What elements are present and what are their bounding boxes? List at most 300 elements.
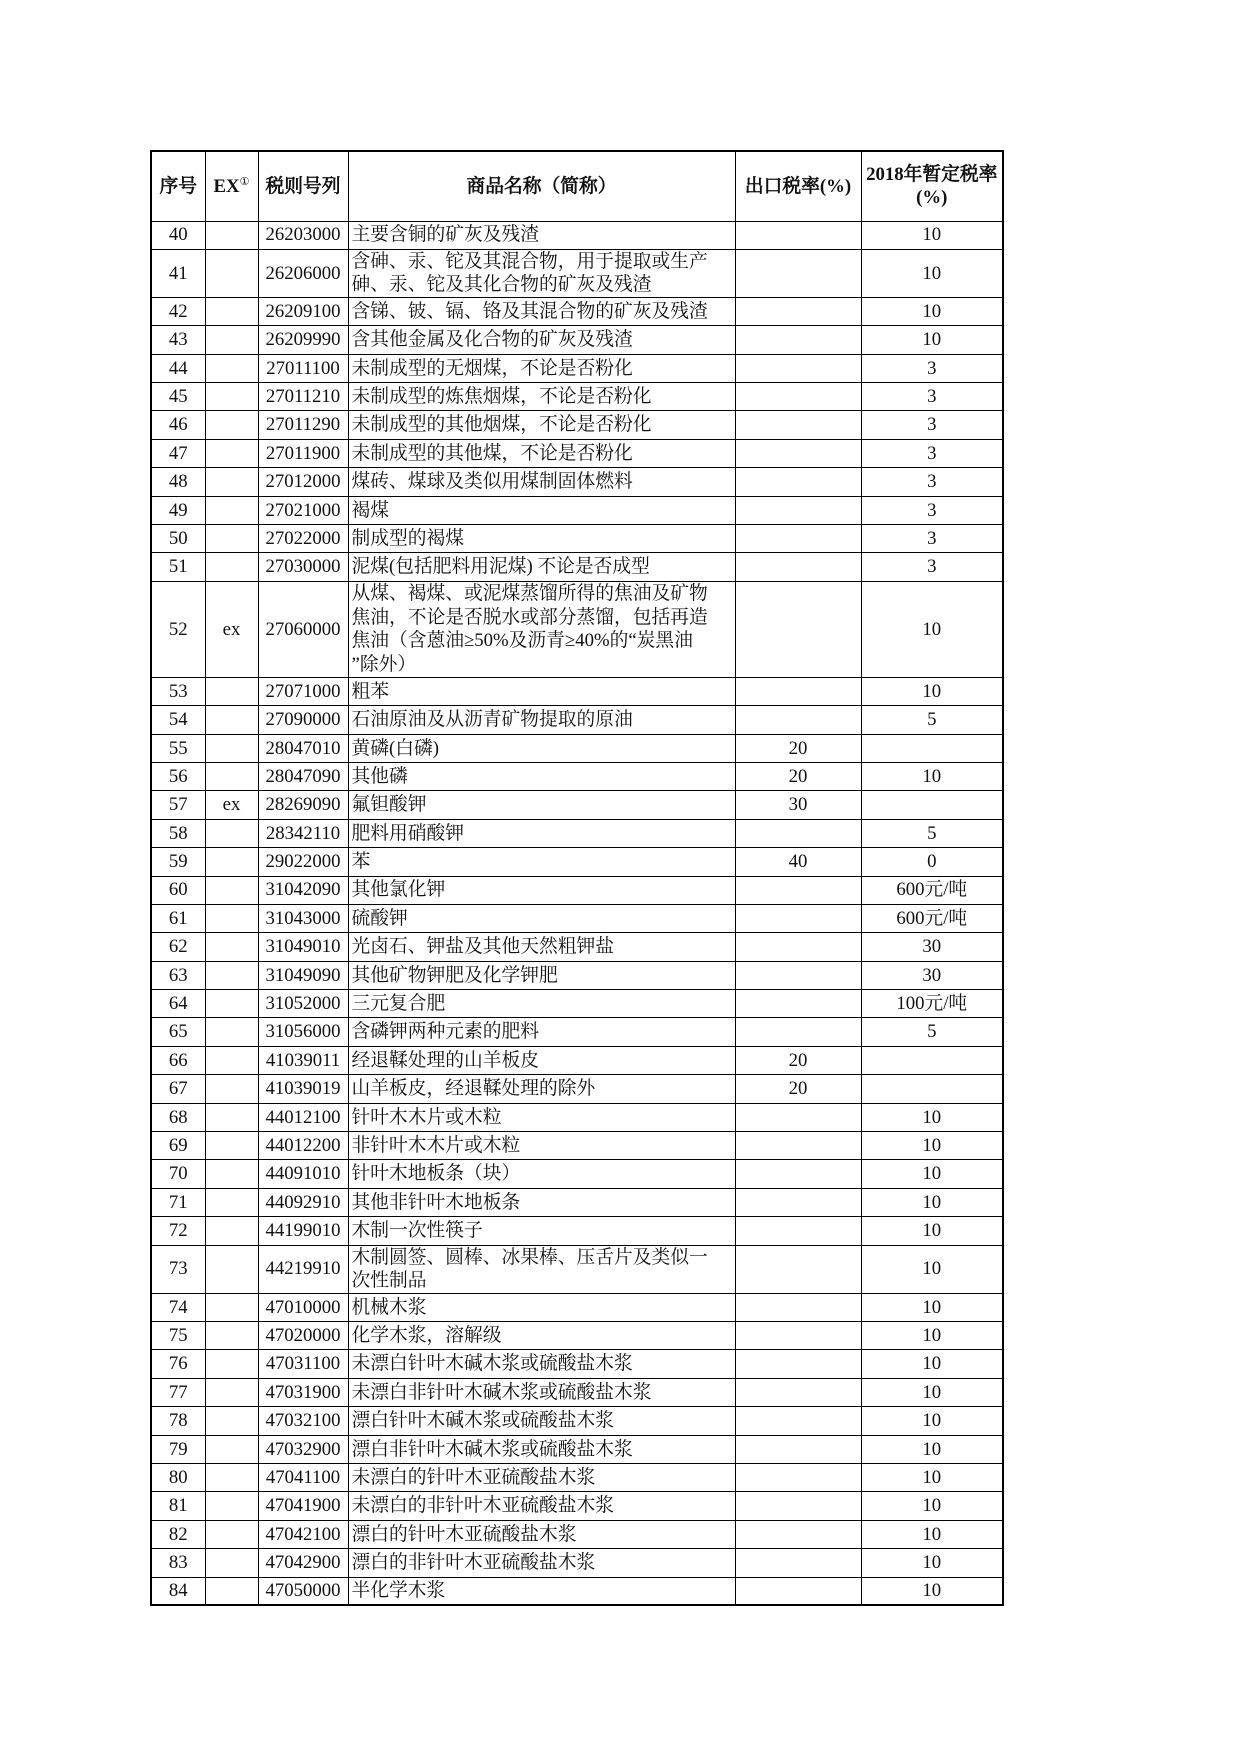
cell-product-name: [348, 525, 735, 553]
cell-product-name: [348, 383, 735, 411]
cell-seq: 54: [151, 706, 205, 734]
cell-export-rate: 20: [735, 734, 861, 762]
cell-tariff-code: 31049090: [258, 961, 348, 989]
product-name-line: 机械木浆: [351, 1296, 427, 1318]
cell-export-rate: [735, 1350, 861, 1378]
table-row: [151, 1577, 1003, 1605]
cell-provisional-rate: 3: [861, 354, 1003, 382]
cell-provisional-rate: 10: [861, 1378, 1003, 1406]
cell-seq: 83: [151, 1549, 205, 1577]
cell-seq: 74: [151, 1293, 205, 1321]
cell-product-name: [348, 677, 735, 705]
cell-tariff-code: 47032900: [258, 1435, 348, 1463]
cell-provisional-rate: 10: [861, 1322, 1003, 1350]
cell-product-name: [348, 1245, 735, 1293]
table-row: [151, 791, 1003, 819]
table-row: [151, 1160, 1003, 1188]
cell-ex: [205, 1463, 258, 1491]
cell-ex: [205, 1492, 258, 1520]
cell-export-rate: [735, 439, 861, 467]
cell-ex: [205, 1217, 258, 1245]
cell-export-rate: [735, 819, 861, 847]
cell-provisional-rate: 30: [861, 933, 1003, 961]
table-body: [151, 221, 1003, 1605]
cell-provisional-rate: 3: [861, 439, 1003, 467]
table-row: [151, 1549, 1003, 1577]
cell-product-name: [348, 1350, 735, 1378]
product-name-line: ”除外）: [351, 653, 417, 675]
cell-seq: 44: [151, 354, 205, 382]
cell-product-name: [348, 734, 735, 762]
cell-seq: 57: [151, 791, 205, 819]
cell-ex: [205, 249, 258, 297]
cell-product-name: [348, 297, 735, 325]
cell-export-rate: [735, 1435, 861, 1463]
product-name-line: 未漂白针叶木碱木浆或硫酸盐木浆: [351, 1353, 633, 1375]
cell-ex: [205, 677, 258, 705]
cell-tariff-code: 47042100: [258, 1520, 348, 1548]
cell-seq: 43: [151, 326, 205, 354]
table-row: [151, 819, 1003, 847]
table-row: [151, 297, 1003, 325]
cell-tariff-code: 27011210: [258, 383, 348, 411]
cell-ex: [205, 1435, 258, 1463]
product-name-line: 半化学木浆: [351, 1580, 446, 1602]
cell-ex: [205, 1293, 258, 1321]
product-name-line: 泥煤(包括肥料用泥煤) 不论是否成型: [351, 556, 650, 578]
table-row: [151, 848, 1003, 876]
cell-ex: [205, 326, 258, 354]
product-name-line: 漂白的非针叶木亚硫酸盐木浆: [351, 1552, 596, 1574]
cell-tariff-code: 47032100: [258, 1407, 348, 1435]
cell-export-rate: 30: [735, 791, 861, 819]
cell-export-rate: [735, 383, 861, 411]
table-row: [151, 354, 1003, 382]
cell-seq: 52: [151, 581, 205, 677]
product-name-line: 针叶木木片或木粒: [351, 1106, 502, 1128]
cell-ex: [205, 354, 258, 382]
product-name-line: 砷、汞、铊及其化合物的矿灰及残渣: [351, 274, 652, 296]
table-row: [151, 1188, 1003, 1216]
cell-export-rate: [735, 553, 861, 581]
cell-provisional-rate: [861, 1046, 1003, 1074]
product-name-line: 粗苯: [351, 680, 389, 702]
table-row: [151, 326, 1003, 354]
cell-product-name: [348, 1407, 735, 1435]
cell-seq: 76: [151, 1350, 205, 1378]
cell-tariff-code: 27011100: [258, 354, 348, 382]
cell-tariff-code: 44012100: [258, 1103, 348, 1131]
cell-ex: [205, 496, 258, 524]
cell-ex: [205, 1245, 258, 1293]
cell-seq: 40: [151, 221, 205, 249]
table-row: [151, 439, 1003, 467]
cell-export-rate: [735, 1188, 861, 1216]
cell-provisional-rate: 10: [861, 677, 1003, 705]
table-row: [151, 249, 1003, 297]
cell-product-name: [348, 553, 735, 581]
table-row: [151, 525, 1003, 553]
product-name-line: 漂白的针叶木亚硫酸盐木浆: [351, 1523, 577, 1545]
cell-export-rate: [735, 1217, 861, 1245]
cell-seq: 82: [151, 1520, 205, 1548]
cell-ex: [205, 706, 258, 734]
cell-seq: 66: [151, 1046, 205, 1074]
cell-product-name: [348, 1160, 735, 1188]
product-name-line: 未漂白非针叶木碱木浆或硫酸盐木浆: [351, 1381, 652, 1403]
cell-provisional-rate: 100元/吨: [861, 990, 1003, 1018]
cell-tariff-code: 31043000: [258, 904, 348, 932]
cell-product-name: [348, 581, 735, 677]
table-row: [151, 734, 1003, 762]
cell-seq: 46: [151, 411, 205, 439]
product-name-line: 含锑、铍、镉、铬及其混合物的矿灰及残渣: [351, 300, 708, 322]
cell-ex: [205, 876, 258, 904]
cell-tariff-code: 28342110: [258, 819, 348, 847]
cell-provisional-rate: 10: [861, 297, 1003, 325]
cell-provisional-rate: 10: [861, 1132, 1003, 1160]
cell-tariff-code: 41039011: [258, 1046, 348, 1074]
tariff-table: [150, 150, 1004, 1606]
cell-provisional-rate: 10: [861, 1492, 1003, 1520]
cell-provisional-rate: 10: [861, 1103, 1003, 1131]
table-row: [151, 706, 1003, 734]
cell-ex: [205, 439, 258, 467]
cell-seq: 62: [151, 933, 205, 961]
cell-ex: [205, 990, 258, 1018]
header-export-rate: 出口税率(%): [735, 151, 861, 221]
cell-product-name: [348, 1322, 735, 1350]
cell-tariff-code: 41039019: [258, 1075, 348, 1103]
product-name-line: 煤砖、煤球及类似用煤制固体燃料: [351, 471, 633, 493]
cell-ex: [205, 221, 258, 249]
cell-seq: 64: [151, 990, 205, 1018]
product-name-line: 焦油，不论是否脱水或部分蒸馏，包括再造: [351, 606, 708, 628]
product-name-line: 未制成型的炼焦烟煤，不论是否粉化: [351, 386, 652, 407]
cell-tariff-code: 29022000: [258, 848, 348, 876]
cell-export-rate: [735, 326, 861, 354]
cell-ex: [205, 1188, 258, 1216]
cell-product-name: [348, 961, 735, 989]
cell-export-rate: [735, 677, 861, 705]
product-name-line: 褐煤: [351, 499, 389, 521]
header-provisional-rate-unit: (%): [916, 187, 948, 209]
cell-provisional-rate: 3: [861, 553, 1003, 581]
cell-tariff-code: 28047010: [258, 734, 348, 762]
product-name-line: 其他氯化钾: [351, 879, 446, 901]
cell-product-name: [348, 221, 735, 249]
cell-tariff-code: 27060000: [258, 581, 348, 677]
cell-seq: 41: [151, 249, 205, 297]
cell-provisional-rate: 10: [861, 1520, 1003, 1548]
cell-tariff-code: 27071000: [258, 677, 348, 705]
cell-export-rate: [735, 933, 861, 961]
cell-seq: 58: [151, 819, 205, 847]
cell-product-name: [348, 904, 735, 932]
cell-seq: 53: [151, 677, 205, 705]
product-name-line: 氟钽酸钾: [351, 794, 427, 816]
product-name-line: 未漂白的针叶木亚硫酸盐木浆: [351, 1466, 596, 1488]
cell-export-rate: [735, 706, 861, 734]
table-row: [151, 762, 1003, 790]
cell-provisional-rate: 10: [861, 1188, 1003, 1216]
product-name-line: 肥料用硝酸钾: [351, 822, 464, 844]
cell-export-rate: [735, 411, 861, 439]
cell-ex: [205, 553, 258, 581]
cell-provisional-rate: 3: [861, 496, 1003, 524]
cell-export-rate: [735, 961, 861, 989]
table-row: [151, 904, 1003, 932]
cell-provisional-rate: [861, 734, 1003, 762]
cell-ex: [205, 1132, 258, 1160]
cell-provisional-rate: 10: [861, 1577, 1003, 1605]
cell-export-rate: [735, 581, 861, 677]
cell-export-rate: 20: [735, 762, 861, 790]
cell-ex: ex: [205, 581, 258, 677]
cell-tariff-code: 27090000: [258, 706, 348, 734]
cell-export-rate: [735, 468, 861, 496]
cell-ex: [205, 961, 258, 989]
header-product-name: 商品名称（简称）: [348, 151, 735, 221]
product-name-line: 主要含铜的矿灰及残渣: [351, 224, 539, 246]
cell-seq: 67: [151, 1075, 205, 1103]
table-row: [151, 468, 1003, 496]
table-row: [151, 411, 1003, 439]
cell-tariff-code: 26209990: [258, 326, 348, 354]
product-name-line: 制成型的褐煤: [351, 527, 464, 549]
product-name-line: 焦油（含蒽油≥50%及沥青≥40%的“炭黑油: [351, 630, 693, 652]
cell-product-name: [348, 848, 735, 876]
cell-product-name: [348, 1132, 735, 1160]
cell-export-rate: [735, 354, 861, 382]
cell-provisional-rate: 10: [861, 1549, 1003, 1577]
cell-export-rate: [735, 1245, 861, 1293]
cell-product-name: [348, 706, 735, 734]
cell-export-rate: [735, 1378, 861, 1406]
product-name-line: 山羊板皮，经退鞣处理的除外: [351, 1078, 596, 1100]
cell-seq: 49: [151, 496, 205, 524]
cell-export-rate: [735, 1160, 861, 1188]
cell-ex: [205, 762, 258, 790]
cell-ex: [205, 1407, 258, 1435]
product-name-line: 苯: [351, 851, 371, 873]
cell-product-name: [348, 762, 735, 790]
cell-product-name: [348, 1492, 735, 1520]
cell-product-name: [348, 468, 735, 496]
cell-seq: 69: [151, 1132, 205, 1160]
table-header: [151, 151, 1003, 221]
table-row: [151, 1217, 1003, 1245]
cell-seq: 71: [151, 1188, 205, 1216]
header-row: [151, 151, 1003, 221]
cell-tariff-code: 27021000: [258, 496, 348, 524]
product-name-line: 漂白针叶木碱木浆或硫酸盐木浆: [351, 1410, 614, 1432]
product-name-line: 硫酸钾: [351, 907, 408, 929]
table-row: [151, 1075, 1003, 1103]
table-row: [151, 961, 1003, 989]
cell-provisional-rate: 5: [861, 1018, 1003, 1046]
table-row: [151, 990, 1003, 1018]
cell-export-rate: [735, 1463, 861, 1491]
cell-ex: [205, 1103, 258, 1131]
cell-product-name: [348, 326, 735, 354]
cell-tariff-code: 47010000: [258, 1293, 348, 1321]
cell-ex: [205, 411, 258, 439]
cell-seq: 63: [151, 961, 205, 989]
cell-seq: 78: [151, 1407, 205, 1435]
cell-seq: 68: [151, 1103, 205, 1131]
table-row: [151, 1407, 1003, 1435]
cell-export-rate: [735, 1293, 861, 1321]
cell-product-name: [348, 933, 735, 961]
table-row: [151, 1046, 1003, 1074]
cell-export-rate: [735, 1018, 861, 1046]
product-name-line: 木制一次性筷子: [351, 1220, 483, 1242]
table-row: [151, 1103, 1003, 1131]
cell-product-name: [348, 1075, 735, 1103]
cell-seq: 51: [151, 553, 205, 581]
cell-seq: 72: [151, 1217, 205, 1245]
header-tariff-code: 税则号列: [258, 151, 348, 221]
cell-tariff-code: 27022000: [258, 525, 348, 553]
cell-tariff-code: 27012000: [258, 468, 348, 496]
cell-product-name: [348, 249, 735, 297]
cell-ex: [205, 468, 258, 496]
cell-ex: [205, 525, 258, 553]
cell-export-rate: [735, 1492, 861, 1520]
cell-ex: [205, 1378, 258, 1406]
cell-seq: 84: [151, 1577, 205, 1605]
cell-ex: [205, 933, 258, 961]
cell-seq: 48: [151, 468, 205, 496]
cell-product-name: [348, 990, 735, 1018]
cell-tariff-code: 28269090: [258, 791, 348, 819]
cell-ex: [205, 1520, 258, 1548]
cell-ex: [205, 1075, 258, 1103]
cell-ex: [205, 904, 258, 932]
table-row: [151, 1293, 1003, 1321]
cell-export-rate: [735, 525, 861, 553]
cell-tariff-code: 26209100: [258, 297, 348, 325]
product-name-line: 未制成型的其他煤，不论是否粉化: [351, 442, 633, 464]
product-name-line: 黄磷(白磷): [351, 737, 439, 759]
cell-seq: 80: [151, 1463, 205, 1491]
cell-seq: 42: [151, 297, 205, 325]
cell-tariff-code: 27030000: [258, 553, 348, 581]
product-name-line: 其他矿物钾肥及化学钾肥: [351, 964, 558, 986]
cell-seq: 47: [151, 439, 205, 467]
table-row: [151, 1463, 1003, 1491]
cell-tariff-code: 31052000: [258, 990, 348, 1018]
cell-provisional-rate: 30: [861, 961, 1003, 989]
cell-seq: 77: [151, 1378, 205, 1406]
cell-tariff-code: 26203000: [258, 221, 348, 249]
table-row: [151, 677, 1003, 705]
cell-export-rate: [735, 1577, 861, 1605]
cell-product-name: [348, 1378, 735, 1406]
cell-product-name: [348, 1018, 735, 1046]
cell-ex: [205, 1322, 258, 1350]
product-name-line: 未漂白的非针叶木亚硫酸盐木浆: [351, 1495, 614, 1517]
cell-tariff-code: 47031900: [258, 1378, 348, 1406]
table-row: [151, 1520, 1003, 1548]
cell-provisional-rate: 3: [861, 468, 1003, 496]
product-name-line: 含其他金属及化合物的矿灰及残渣: [351, 329, 633, 351]
cell-ex: [205, 1160, 258, 1188]
product-name-line: 含砷、汞、铊及其混合物，用于提取或生产: [351, 250, 708, 272]
product-name-line: 针叶木地板条（块）: [351, 1163, 521, 1185]
product-name-line: 从煤、褐煤、或泥煤蒸馏所得的焦油及矿物: [351, 583, 708, 605]
cell-export-rate: [735, 297, 861, 325]
cell-tariff-code: 27011290: [258, 411, 348, 439]
cell-tariff-code: 44199010: [258, 1217, 348, 1245]
table-row: [151, 581, 1003, 677]
cell-provisional-rate: 5: [861, 706, 1003, 734]
cell-export-rate: [735, 1549, 861, 1577]
product-name-line: 三元复合肥: [351, 993, 446, 1015]
cell-ex: [205, 1046, 258, 1074]
cell-provisional-rate: 3: [861, 411, 1003, 439]
table-row: [151, 876, 1003, 904]
product-name-line: 非针叶木木片或木粒: [351, 1134, 521, 1156]
table-row: [151, 1018, 1003, 1046]
cell-tariff-code: 28047090: [258, 762, 348, 790]
cell-tariff-code: 47041100: [258, 1463, 348, 1491]
cell-seq: 79: [151, 1435, 205, 1463]
cell-export-rate: [735, 876, 861, 904]
cell-seq: 73: [151, 1245, 205, 1293]
cell-provisional-rate: 10: [861, 249, 1003, 297]
cell-tariff-code: 44091010: [258, 1160, 348, 1188]
product-name-line: 含磷钾两种元素的肥料: [351, 1021, 539, 1043]
cell-seq: 59: [151, 848, 205, 876]
cell-provisional-rate: 3: [861, 383, 1003, 411]
cell-ex: ex: [205, 791, 258, 819]
cell-tariff-code: 47041900: [258, 1492, 348, 1520]
cell-tariff-code: 26206000: [258, 249, 348, 297]
cell-seq: 65: [151, 1018, 205, 1046]
cell-product-name: [348, 439, 735, 467]
cell-provisional-rate: [861, 1075, 1003, 1103]
cell-seq: 45: [151, 383, 205, 411]
cell-tariff-code: 44092910: [258, 1188, 348, 1216]
cell-product-name: [348, 1293, 735, 1321]
header-ex-footnote-mark: ①: [239, 175, 250, 188]
cell-export-rate: [735, 990, 861, 1018]
cell-tariff-code: 44219910: [258, 1245, 348, 1293]
cell-provisional-rate: 600元/吨: [861, 904, 1003, 932]
cell-seq: 75: [151, 1322, 205, 1350]
product-name-line: 其他磷: [351, 765, 408, 787]
cell-export-rate: [735, 221, 861, 249]
cell-provisional-rate: 10: [861, 581, 1003, 677]
table-row: [151, 1132, 1003, 1160]
cell-provisional-rate: 10: [861, 762, 1003, 790]
cell-tariff-code: 47031100: [258, 1350, 348, 1378]
cell-seq: 50: [151, 525, 205, 553]
product-name-line: 其他非针叶木地板条: [351, 1191, 521, 1213]
cell-product-name: [348, 819, 735, 847]
cell-product-name: [348, 876, 735, 904]
cell-tariff-code: 31042090: [258, 876, 348, 904]
product-name-line: 次性制品: [351, 1270, 427, 1292]
cell-provisional-rate: 10: [861, 1293, 1003, 1321]
product-name-line: 石油原油及从沥青矿物提取的原油: [351, 709, 633, 731]
cell-export-rate: [735, 249, 861, 297]
cell-export-rate: [735, 496, 861, 524]
cell-ex: [205, 819, 258, 847]
cell-ex: [205, 1018, 258, 1046]
